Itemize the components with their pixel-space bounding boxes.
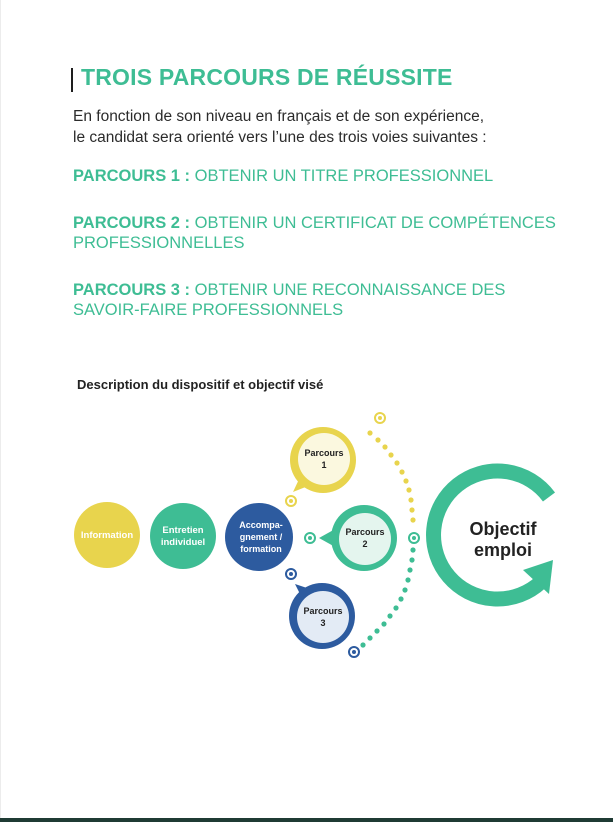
bubble-parcours-1-number: 1 — [321, 460, 327, 470]
step-entretien-line2: individuel — [160, 537, 206, 548]
step-entretien-line1: Entretien — [162, 525, 204, 536]
step-accompagnement — [225, 503, 293, 571]
parcours-2-text: OBTENIR UN CERTIFICAT DE COMPÉTENCES PROFESSIONNELLES — [73, 214, 556, 252]
parcours-3 — [73, 280, 573, 320]
step-accompagnement-line3: formation — [240, 544, 282, 554]
title-accent-bar — [71, 68, 73, 92]
parcours-1-label: PARCOURS 1 : — [73, 167, 191, 185]
parcours-1 — [73, 166, 573, 186]
bubble-parcours-2-word: Parcours — [345, 527, 385, 537]
process-diagram — [1, 400, 613, 670]
goal-line2: emploi — [473, 540, 533, 560]
bubble-parcours-3-word: Parcours — [303, 606, 343, 616]
step-information-label: Information — [80, 530, 134, 541]
parcours-2-label: PARCOURS 2 : — [73, 214, 191, 232]
step-information — [74, 502, 140, 568]
bubble-parcours-2-number: 2 — [362, 539, 368, 549]
bubble-parcours-3-number: 3 — [320, 618, 326, 628]
goal-line1: Objectif — [469, 519, 537, 539]
page-title: TROIS PARCOURS DE RÉUSSITE — [81, 64, 453, 90]
parcours-1-text: OBTENIR UN TITRE PROFESSIONNEL — [194, 167, 494, 185]
diagram-caption: Description du dispositif et objectif visé — [77, 377, 324, 392]
step-accompagnement-line2: gnement / — [239, 532, 283, 542]
intro-line-1: En fonction de son niveau en français et de son expérience, — [73, 108, 485, 125]
bottom-border — [0, 818, 613, 822]
goal-ring — [434, 471, 553, 599]
parcours-2 — [73, 213, 573, 253]
step-accompagnement-line1: Accompa- — [239, 520, 283, 530]
bubble-parcours-2 — [319, 505, 397, 571]
parcours-3-text: OBTENIR UNE RECONNAISSANCE DES SAVOIR-FAIRE PROFESSIONNELS — [73, 281, 506, 319]
step-entretien — [150, 503, 216, 569]
intro-line-2: le candidat sera orienté vers l’une des trois voies suivantes : — [73, 129, 487, 146]
parcours-3-label: PARCOURS 3 : — [73, 281, 191, 299]
bubble-parcours-3 — [289, 583, 355, 649]
bubble-parcours-1 — [290, 427, 356, 493]
intro-paragraph — [73, 106, 553, 148]
bubble-parcours-1-word: Parcours — [304, 448, 344, 458]
